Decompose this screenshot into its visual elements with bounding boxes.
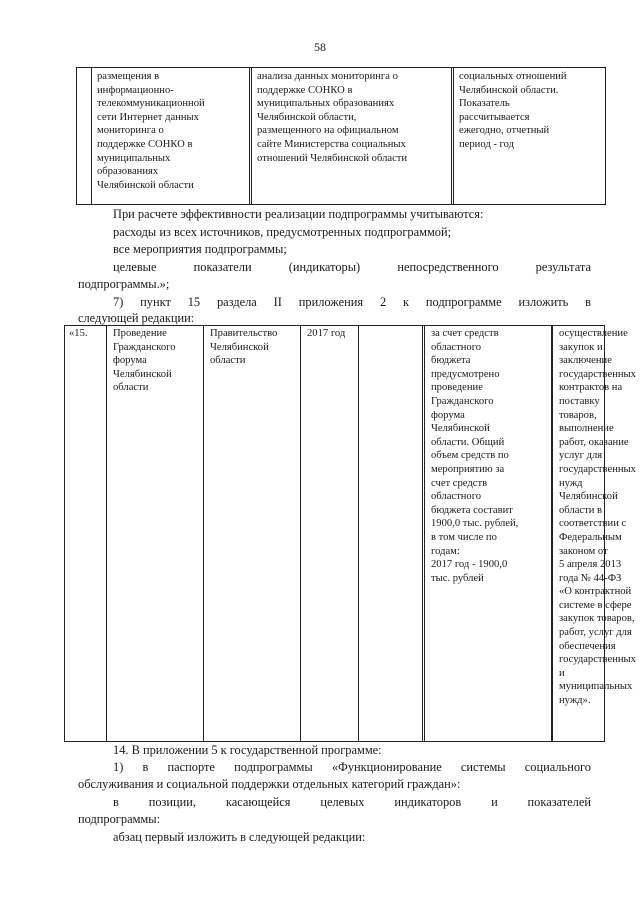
table2-result-line: законом от [559, 545, 608, 557]
table1-note-line: рассчитывается [459, 111, 530, 123]
table2-event-line: Челябинской [113, 368, 172, 380]
table1-indicator-name-cell [92, 68, 252, 204]
table2-result-line: государственных [559, 654, 636, 666]
paragraph-item-14: 14. В приложении 5 к государственной программе: [113, 743, 382, 757]
page-number: 58 [314, 40, 326, 54]
table2-result-line: 5 апреля 2013 [559, 559, 622, 571]
table2-result-line: года № 44-ФЗ [559, 572, 622, 584]
table2-financing-spacer-cell [359, 326, 425, 741]
table2-result-line: и [559, 667, 565, 679]
table1-name-line: телекоммуникационной [97, 98, 205, 110]
paragraph-position-indicators: в позиции, касающейся целевых индикаторов и показателей [113, 795, 591, 809]
paragraph-subprogram-colon: подпрограммы: [78, 812, 161, 826]
table1-name-line: информационно- [97, 84, 174, 96]
table2-event-line: области [113, 382, 149, 394]
table2-result-line: нужд [559, 477, 583, 489]
table1-name-line: мониторинга о [97, 125, 164, 137]
table2-financing-line: годам: [431, 545, 460, 557]
table2-result-line: «О контрактной [559, 586, 632, 598]
indicator-table-continuation [76, 67, 606, 205]
table2-financing-line: бюджета [431, 355, 471, 367]
table2-financing-line: областного [431, 341, 482, 353]
table2-result-line: закупок товаров, [559, 613, 635, 625]
table2-result-line: соответствии с [559, 518, 627, 530]
paragraph-first-paragraph-edition: абзац первый изложить в следующей редакции: [113, 830, 366, 844]
table2-result-line: обеспечения [559, 640, 616, 652]
table2-number-cell: «15. [65, 326, 107, 741]
table2-result-line: государственных [559, 463, 636, 475]
paragraph-following-edition: следующей редакции: [78, 311, 195, 325]
paragraph-all-measures: все мероприятия подпрограммы; [113, 242, 287, 256]
table1-note-line: Челябинской области. [459, 84, 559, 96]
table2-financing-line: форума [431, 409, 465, 421]
table2-period-cell: 2017 год [301, 326, 359, 741]
table2-result-line: муниципальных [559, 681, 633, 693]
table2-event-line: Гражданского [113, 341, 176, 353]
table2-financing-line: бюджета составит [431, 504, 513, 516]
table1-calculation-method-cell [252, 68, 454, 204]
table2-result-line: Федеральным [559, 531, 622, 543]
table2-financing-line: тыс. рублей [431, 572, 484, 584]
table1-name-line: сети Интернет данных [97, 111, 199, 123]
table1-number-column [77, 68, 92, 204]
table2-result-line: нужд». [559, 695, 591, 707]
table2-financing-line: в том числе по [431, 531, 497, 543]
table1-name-line: образованиях [97, 166, 159, 178]
paragraph-expenses: расходы из всех источников, предусмотренных подпрограммой; [113, 225, 452, 239]
table2-result-line: заключение [559, 355, 612, 367]
table2-result-line: выполнение [559, 423, 614, 435]
table1-method-line: отношений Челябинской области [257, 152, 408, 164]
table2-executor-cell [204, 326, 301, 741]
table1-method-line: сайте Министерства социальных [257, 138, 406, 150]
table2-financing-line: предусмотрено [431, 368, 500, 380]
table2-result-line: работ, оказание [559, 436, 629, 448]
table1-method-line: муниципальных образованиях [257, 98, 395, 110]
table2-result-line: работ, услуг для [559, 627, 632, 639]
table1-note-cell [454, 68, 607, 204]
table2-event-line: форума [113, 355, 147, 367]
table1-name-line: Челябинской области [97, 179, 194, 191]
table2-financing-line: 2017 год - 1900,0 [431, 559, 508, 571]
table2-result-line: поставку [559, 395, 600, 407]
paragraph-efficiency-intro: При расчете эффективности реализации подпрограммы учитываются: [113, 207, 484, 221]
table2-result-line: товаров, [559, 409, 597, 421]
table1-method-line: анализа данных мониторинга о [257, 71, 398, 82]
table2-financing-line: счет средств [431, 477, 488, 489]
table2-result-line: услуг для [559, 450, 603, 462]
table2-financing-line: мероприятию за [431, 463, 505, 475]
paragraph-target-indicators: целевые показатели (индикаторы) непосредственного результата [113, 260, 591, 274]
table2-financing-line: объем средств по [431, 450, 509, 462]
table1-note-line: период - год [459, 138, 515, 150]
table1-note-line: социальных отношений [459, 71, 567, 82]
table1-method-line: размещенного на официальном [257, 125, 399, 137]
table2-result-line: Челябинской [559, 491, 618, 503]
table2-financing-line: проведение [431, 382, 483, 394]
table2-result-line: области в [559, 504, 603, 516]
paragraph-item-7: 7) пункт 15 раздела II приложения 2 к подпрограмме изложить в [113, 295, 591, 309]
table2-result-line: закупок и [559, 341, 603, 353]
table2-event-line: Проведение [113, 328, 167, 339]
table2-result-line: контрактов на [559, 382, 623, 394]
paragraph-subprogram-end: подпрограммы.»; [78, 277, 170, 291]
table2-result-line: осуществление [559, 328, 628, 339]
table2-financing-line: за счет средств [431, 328, 499, 339]
table2-event-cell [107, 326, 204, 741]
table2-financing-line: Челябинской [431, 423, 490, 435]
table2-executor-line: Правительство [210, 328, 278, 339]
table2-financing-line: Гражданского [431, 395, 494, 407]
table2-result-cell [552, 326, 636, 741]
table1-name-line: размещения в [97, 71, 160, 82]
table2-financing-line: областного [431, 491, 482, 503]
table2-executor-line: Челябинской [210, 341, 269, 353]
table1-name-line: поддержке СОНКО в [97, 138, 193, 150]
measures-table-item-15 [64, 325, 636, 742]
table1-note-line: ежегодно, отчетный [459, 125, 550, 137]
table2-financing-line: области. Общий [431, 436, 505, 448]
table2-financing-line: 1900,0 тыс. рублей, [431, 518, 519, 530]
table1-name-line: муниципальных [97, 152, 171, 164]
table2-result-line: государственных [559, 368, 636, 380]
table2-result-line: системе в сфере [559, 599, 632, 611]
paragraph-service-system: обслуживания и социальной поддержки отдельных категорий граждан»: [78, 777, 461, 791]
table2-executor-line: области [210, 355, 246, 367]
table2-financing-cell [425, 326, 552, 741]
table1-method-line: поддержке СОНКО в [257, 84, 353, 96]
paragraph-passport-subprogram: 1) в паспорте подпрограммы «Функционирование системы социального [113, 760, 591, 774]
table1-note-line: Показатель [459, 98, 510, 110]
table1-method-line: Челябинской области, [257, 111, 357, 123]
